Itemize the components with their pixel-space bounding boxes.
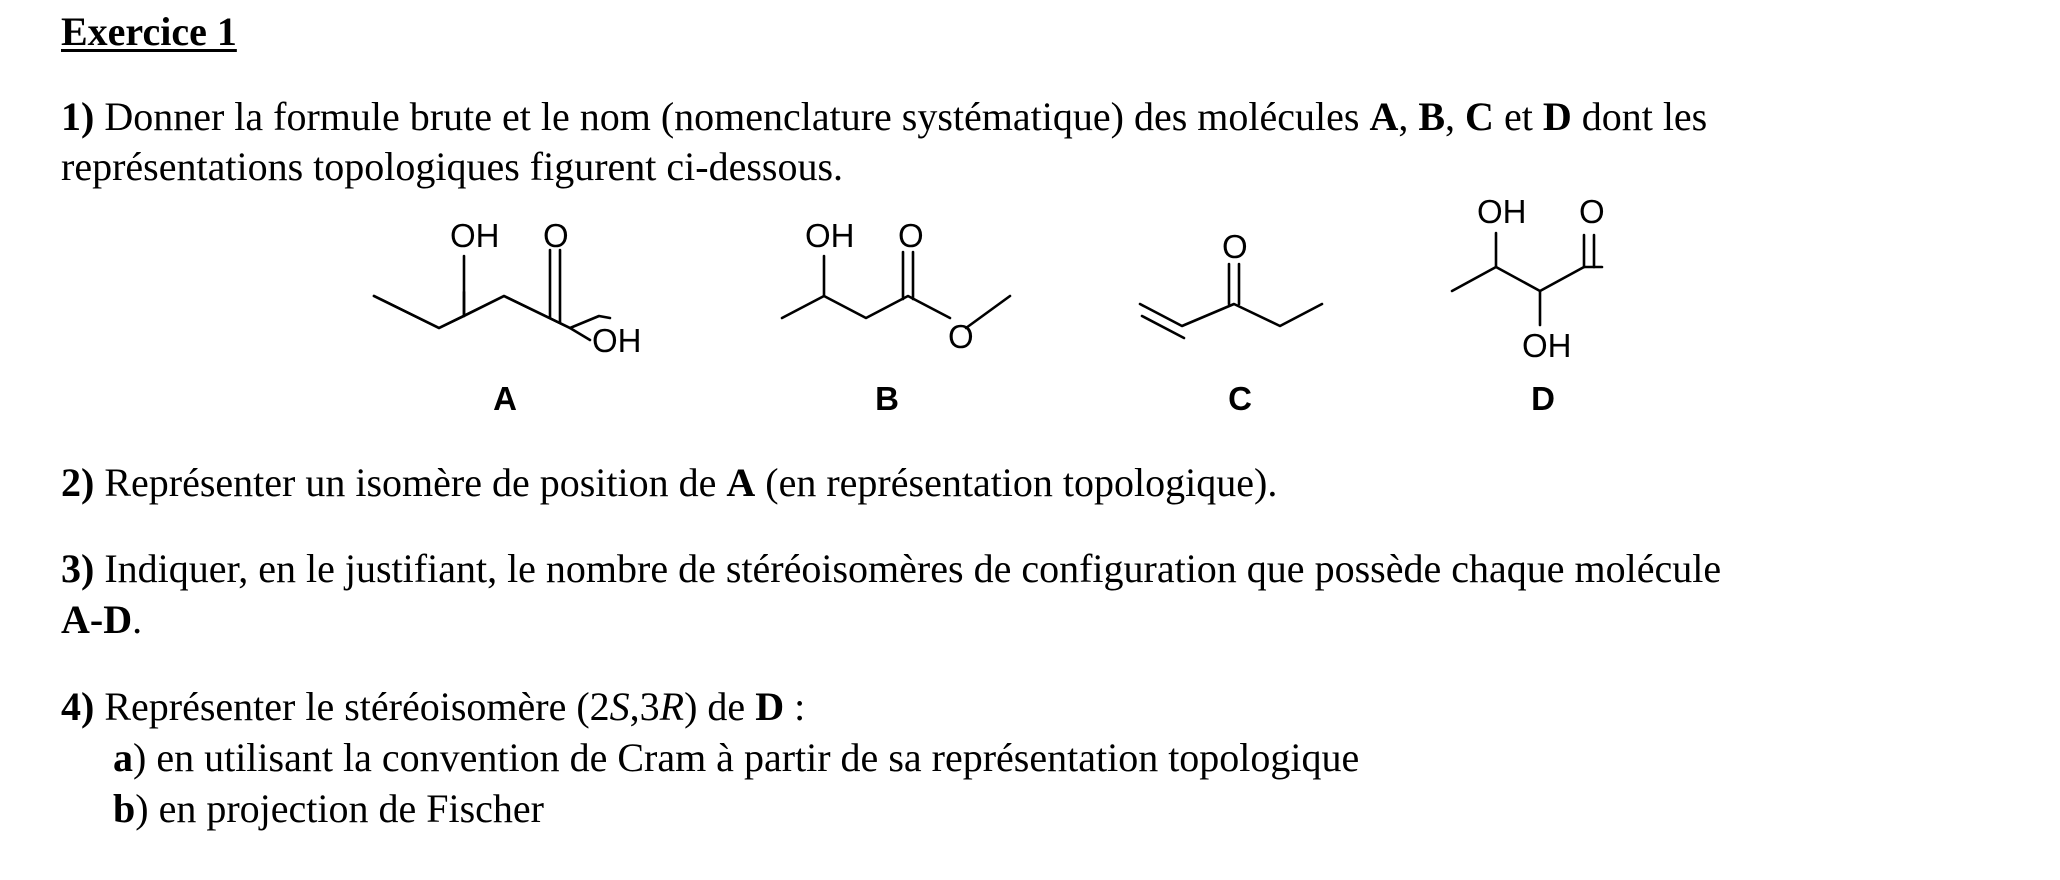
question-1-line-2: représentations topologiques figurent ci-dessous. [61,144,844,189]
question-2-text: Représenter un isomère de position de [94,460,727,505]
question-2 [61,460,1277,506]
molecule-d-structure [1440,195,1660,380]
molecule-d-label: D [1531,380,1555,417]
molecule-a-structure [360,217,670,359]
molecule-a-chain [374,292,610,328]
molecule-ref-d: D [1542,94,1572,139]
question-2-number: 2) [61,460,95,505]
period: . [132,597,143,642]
molecule-ref-b: B [1418,94,1446,139]
question-3-line-2 [61,597,142,643]
molecule-d-oh: OH [1477,193,1527,230]
molecule-c-vinyl-double [1142,316,1184,338]
molecule-b-label: B [875,380,899,417]
config-separator: ,3 [629,684,660,729]
question-4a [113,735,1359,781]
question-3-line-1 [61,546,1721,592]
question-4-number: 4) [61,684,95,729]
exercise-title: Exercice 1 [61,9,237,54]
question-4-text: Représenter le stéréoisomère (2 [94,684,610,729]
molecule-c-svg [1130,220,1360,350]
molecule-d-chain [1452,267,1602,291]
separator: et [1493,94,1543,139]
question-4a-text: ) en utilisant la convention de Cram à partir de sa représentation topologique [133,735,1360,780]
question-4a-label: a [113,735,133,780]
molecule-a-oh2: OH [592,322,642,359]
molecule-b-structure [770,217,1040,355]
question-4 [61,684,805,730]
molecule-b-o: O [898,217,924,254]
molecule-a-svg [360,217,670,359]
molecule-ref-c: C [1465,94,1494,139]
molecule-a-oh2-bond [570,328,590,340]
molecule-c-o: O [1222,228,1248,265]
question-4b-text: ) en projection de Fischer [135,786,544,831]
molecule-range: A-D [61,597,133,642]
molecule-a-oh: OH [450,217,500,254]
question-3-text: Indiquer, en le justifiant, le nombre de stéréoisomères de configuration que possède chaque molécule [94,546,1722,591]
molecule-a-label: A [493,380,517,417]
question-1-number: 1) [61,94,95,139]
config-s: S [609,684,630,729]
question-4-text-end: : [784,684,806,729]
molecule-ref-d: D [755,684,785,729]
molecule-c-label: C [1228,380,1252,417]
molecule-c-chain [1140,304,1322,326]
molecule-b-oh: OH [805,217,855,254]
question-4b [113,786,544,832]
molecule-ref-a: A [1369,94,1399,139]
question-1-text: Donner la formule brute et le nom (nomenclature systématique) des molécules [94,94,1370,139]
question-4-text-mid: ) de [684,684,756,729]
molecule-ref-a: A [726,460,756,505]
separator: , [1445,94,1466,139]
separator: , [1398,94,1419,139]
config-r: R [659,684,685,729]
molecule-b-svg [770,217,1040,355]
molecule-b-chain [782,296,950,318]
question-4b-label: b [113,786,136,831]
question-3-number: 3) [61,546,95,591]
molecule-c-structure [1130,220,1360,355]
molecule-d-oh2: OH [1522,327,1572,364]
molecule-d-o: O [1579,193,1605,230]
question-1-line-1 [61,94,1707,140]
molecule-d-svg [1440,195,1660,375]
molecule-a-o: O [543,217,569,254]
question-2-text-end: (en représentation topologique). [755,460,1278,505]
molecule-b-o2: O [948,318,974,355]
question-1-text-end: dont les [1571,94,1708,139]
molecule-a-chain-2 [374,296,570,328]
